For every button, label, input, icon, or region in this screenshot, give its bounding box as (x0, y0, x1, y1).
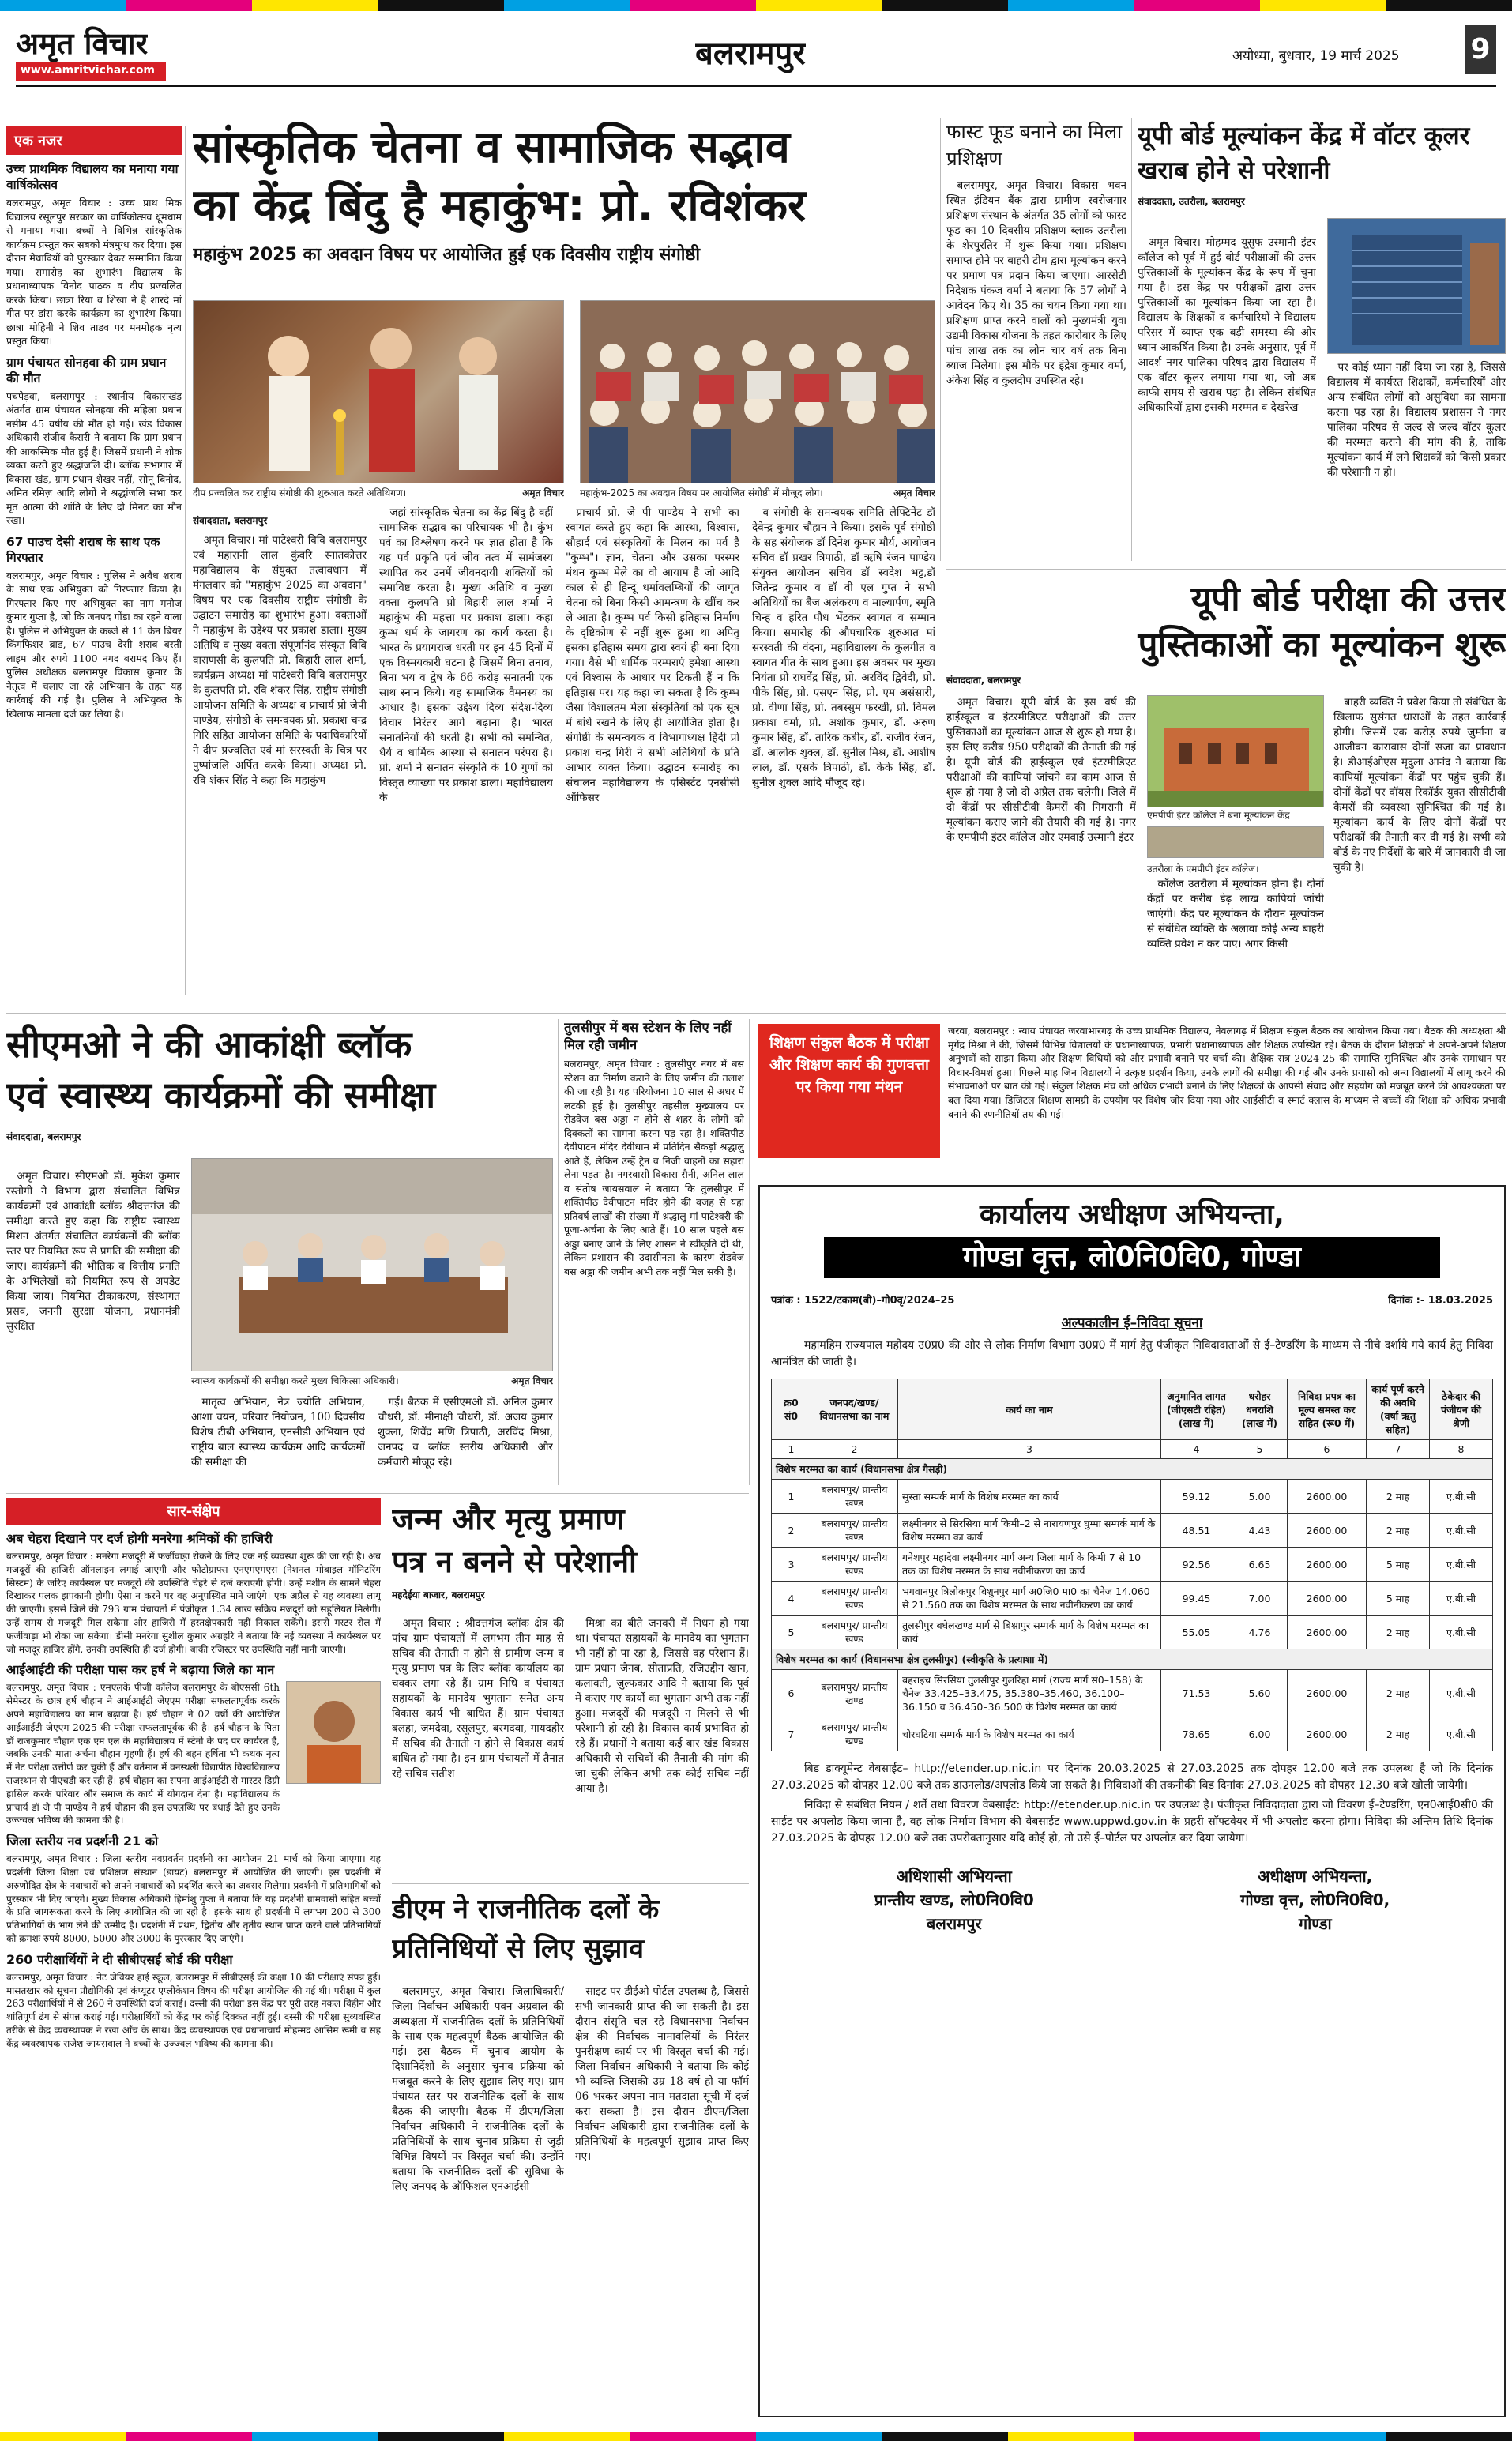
tender-cell-class: ए.बी.सी (1430, 1717, 1493, 1751)
tender-cell-sn: 6 (772, 1670, 811, 1717)
water-cooler-story (1138, 118, 1506, 561)
body-text: अमृत विचार। मोहम्मद यूसुफ उस्मानी इंटर कॉलेज को पूर्व में हुई बोर्ड परीक्षाओं की उत्तर पुस्तिकाओं के मूल्यांकन केंद्र के रूप में चुना गया है। इस केंद्र पर परीक्षकों द्वारा उत्तर पुस्तिकाओं का मूल्यांकन किया जा रहा है। विद्यालय के शिक्षकों व कर्मचारियों ने विद्यालय परिसर में व्याप्त एक बड़ी समस्या की ओर ध्यान आकर्षित किया है। उनके अनुसार, पूर्व में आदर्श नगर पालिका परिषद द्वारा विद्यालय में एक वॉटर कूलर लगाया गया था, जो अब काफी समय से खराब पड़ा है। लेकिन संबंधित अधिकारियों द्वारा इसकी मरम्मत व देखरेख (1138, 236, 1316, 414)
tender-signatures (771, 1864, 1493, 1935)
tender-cell-class: ए.बी.सी (1430, 1616, 1493, 1649)
janm-mrityu-story (392, 1498, 749, 1877)
ek-nazar-item (6, 355, 182, 528)
tender-cell-cost: 78.65 (1161, 1717, 1232, 1751)
photo-water-cooler-illustration (1328, 219, 1506, 354)
byline: संवाददाता, उतरौला, बलरामपुर (1138, 196, 1245, 207)
signature-line: गोण्डा वृत्त, लो0नि0वि0, (1240, 1890, 1390, 1909)
story-headline-line2: एवं स्वास्थ्य कार्यक्रमों की समीक्षा (6, 1074, 436, 1116)
body-text: व संगोष्ठी के समन्वयक समिति लेफ्टिनेंट डॉ देवेन्द्र कुमार चौहान ने किया। इसके पूर्व संगोष्ठी के सह संयोजक डॉ दिनेश कुमार मौर्य, आयोजन सचिव डॉ प्रखर त्रिपाठी, डॉ ऋषि रंजन पाण्डेय संयुक्त आयोजन सचिव डॉ स्वदेश भट्ट,डॉ जितेन्द्र कुमार व डॉ वी एल गुप्त ने सभी अतिथियों का बैज अलंकरण व माल्यार्पण, स्मृति चिन्ह व हरित पौध भेंटकर स्वागत व सम्मान किया। समारोह की औपचारिक शुरुआत मां सरस्वती की वंदना, महाविद्यालय के कुलगीत व स्वागत गीत के साथ हुआ। इस अवसर पर मुख्य नियंता प्रो राघवेंद्र सिंह, प्रो. अरविंद द्विवेदी, प्रो. पीके सिंह, प्रो. एसएन सिंह, प्रो. एम असंसारी, प्रो. वीणा सिंह, प्रो. तबस्सुम फरखी, प्रो. विमल प्रकाश वर्मा, प्रो. अशोक कुमार, डॉ. अरुण कुमार सिंह, डॉ. तारिक कबीर, डॉ. राजीव रंजन, डॉ. आलोक शुक्ल, डॉ. सुनील मिश्र, डॉ. आशीष लाल, डॉ. एसके त्रिपाठी, डॉ. केके सिंह, डॉ. सुनील शुक्ल आदि मौजूद रहे। (752, 506, 935, 789)
story-headline-line1: डीएम ने राजनीतिक दलों के (392, 1894, 660, 1925)
body-text: अमृत विचार। सीएमओ डॉ. मुकेश कुमार रस्तोगी ने विभाग द्वारा संचालित विभिन्न कार्यक्रमों एवं आकांक्षी ब्लॉक श्रीदत्तगंज की समीक्षा करते हुए कहा कि राष्ट्रीय स्वास्थ्य मिशन अंतर्गत संचालित कार्यक्रमों की ब्लॉक स्तर पर नियमित रूप से प्रगति की समीक्षा की जाए। कार्यक्रमों की भौतिक व वित्तीय प्रगति के अभिलेखों को नियमित रूप से अपडेट किया जाय। नियमित टीकाकरण, संस्थागत प्रसव, जननी सुरक्षा योजना, प्रधानमंत्री सुरक्षित (6, 1170, 180, 1333)
col-number: 8 (1430, 1440, 1493, 1459)
lead-column-1 (193, 513, 367, 845)
mahakumbh-story (193, 118, 935, 1011)
caption-text: महाकुंभ-2025 का अवदान विषय पर आयोजित संगोष्ठी में मौजूद लोग। (580, 487, 823, 498)
tender-cell-cost: 92.56 (1161, 1548, 1232, 1582)
photo-caption: उतरौला के एमपीपी इंटर कॉलेज। (1147, 863, 1259, 875)
tender-cell-emd: 7.00 (1232, 1582, 1288, 1616)
body-text: अमृत विचार : श्रीदत्तगंज ब्लॉक क्षेत्र की पांच ग्राम पंचायतों में लगभग तीन माह से सचिव की तैनाती न होने से ग्रामीण जन्म व मृत्यु प्रमाण पत्र के लिए ब्लॉक कार्यालय का चक्कर लगा रहे हैं। ग्राम निधि व पंचायत सहायकों के मानदेय भुगतान समेत अन्य विकास कार्य भी बाधित हैं। ग्राम पंचायत बलहा, जमदेवा, रसूलपुर, बरगदवा, गायदहीर में सचिव की तैनाती न होने से विकास कार्य बाधित हो गया है। इन ग्राम पंचायतों में तैनात रहे सचिव सतीश (392, 1617, 564, 1780)
tender-cell-emd: 5.60 (1232, 1670, 1288, 1717)
brief-headline: अब चेहरा दिखाने पर दर्ज होगी मनरेगा श्रमिकों की हाजिरी (6, 1531, 273, 1546)
tender-cell-fee: 2600.00 (1288, 1717, 1367, 1751)
photo-lamp-lighting (193, 300, 564, 483)
tender-row (772, 1548, 1493, 1582)
photo-evaluation-centre (1147, 695, 1324, 807)
tender-cell-sn: 1 (772, 1480, 811, 1514)
story-body (392, 1984, 564, 2411)
story-body (1138, 235, 1316, 559)
section-label: विशेष मरम्मत का कार्य (विधानसभा क्षेत्र गैसड़ी) (772, 1459, 1493, 1480)
photo-credit: अमृत विचार (511, 1375, 553, 1386)
col-number: 5 (1232, 1440, 1288, 1459)
saar-item (6, 1531, 381, 1656)
byline: संवाददाता, बलरामपुर (946, 675, 1021, 686)
tender-cell-class: ए.बी.सी (1430, 1582, 1493, 1616)
story-headline: यूपी बोर्ड मूल्यांकन केंद्र में वॉटर कूलर खराब होने से परेशानी (1138, 122, 1470, 185)
tender-notice (758, 1185, 1506, 2417)
photo-seminar-audience-illustration (581, 301, 935, 483)
tender-section-row (772, 1649, 1493, 1670)
header-cell: धरोहर धनराशि (लाख में) (1232, 1379, 1288, 1440)
story-body (1327, 360, 1506, 558)
fast-food-story (946, 118, 1126, 561)
tender-cell-fee: 2600.00 (1288, 1670, 1367, 1717)
story-body (392, 1616, 564, 1877)
lead-column-2 (379, 506, 553, 845)
lead-column-4 (752, 506, 935, 845)
tender-cell-work: चोरघटिया सम्पर्क मार्ग के विशेष मरम्मत का कार्य (898, 1717, 1161, 1751)
tender-cell-work: बहराइच सिरसिया तुलसीपुर गुलरिहा मार्ग (राज्य मार्ग सं0–158) के चैनेज 33.425–33.475, 35.380–35.460, 36.100–36.150 व 36.450–36.500 के विशेष मरम्मत का कार्य (898, 1670, 1161, 1717)
tender-cell-class: ए.बी.सी (1430, 1480, 1493, 1514)
tender-cell-period: 2 माह (1367, 1514, 1430, 1548)
body-text: बलरामपुर, अमृत विचार। जिलाधिकारी/जिला निर्वाचन अधिकारी पवन अग्रवाल की अध्यक्षता में राजनीतिक दलों के प्रतिनिधियों के साथ एक महत्वपूर्ण बैठक आयोजित की गई। इस बैठक में चुनाव आयोग के दिशानिर्देशों के अनुसार चुनाव प्रक्रिया को मजबूत करने के लिए सुझाव लिए गए। ग्राम पंचायत स्तर पर राजनीतिक दलों के साथ बैठक की जाएगी। बैठक में डीएम/जिला निर्वाचन अधिकारी ने राजनीतिक दलों के प्रतिनिधियों के साथ चुनाव प्रक्रिया से जुड़ी विभिन्न विषयों पर विस्तृत चर्चा की। उन्होंने बताया कि राजनीतिक दलों की सुविधा के लिए जनपद के ऑफिशल एनआईसी (392, 1985, 564, 2193)
tender-notice-title: अल्पकालीन ई–निविदा सूचना (1061, 1315, 1203, 1331)
body-text: प्राचार्य प्रो. जे पी पाण्डेय ने सभी का स्वागत करते हुए कहा कि आस्था, विश्वास, सौहार्द एवं संस्कृतियों के मिलन का पर्व है "कुम्भ"। ज्ञान, चेतना और उसका परस्पर मंथन कुम्भ मेले का वो आयाम है जो आदि काल से ही हिन्दू धर्मावलम्बियों की जागृत चेतना को बिना किसी आमन्त्रण के खींच कर ले आता है। कुम्भ पर्व किसी इतिहास निर्माण के दृष्टिकोण से नहीं शुरू हुआ था अपितु इसका इतिहास समय द्वारा स्वयं ही बना दिया गया। वैसे भी धार्मिक परम्पराएं हमेशा आस्था एवं विश्वास के आधार पर टिकती हैं न कि इतिहास पर। यह कहा जा सकता है कि कुम्भ जैसा विशालतम मेला संस्कृतियों को एक सूत्र में बांधे रखने के लिए ही आयोजित होता है। संगोष्ठी के समन्वयक व विभागाध्यक्ष हिंदी प्रो प्रकाश चन्द्र गिरी ने सभी अतिथियों के प्रति आभार व्यक्त किया। उद्घाटन समारोह का संचालन महाविद्यालय के एसिस्टेंट एनसीसी ऑफिसर (566, 506, 739, 804)
shiksha-story-body: जरवा, बलरामपुर : न्याय पंचायत जरवाभारगढ़ के उच्च प्राथमिक विद्यालय, नेवलागढ़ में शिक्षण संकुल बैठक का आयोजन किया गया। बैठक की अध्यक्षता श्री मृगेंद्र मिश्रा ने की, जिसमें विभिन्न विद्यालयों के प्रधानाध्यापक, प्रभारी प्रधानाध्यापक और शिक्षक उपस्थित रहे। बैठक के दौरान शिक्षकों ने अपने-अपने शिक्षण अनुभवों को साझा किया और शिक्षण विधियों को और प्रभावी बनाने पर चर्चा की। शैक्षिक सत्र 2024-25 की समाप्ति सुनिश्चित और उनके समाधान पर विचार-विमर्श हुआ। पिछले माह जिन विद्यालयों ने उत्कृष्ट प्रदर्शन किया, उनके लागों की समीक्षा की गई और उनके प्रयासों को अन्य विद्यालयों में लागू करने की संभावनाओं पर बात की गई। संकुल शिक्षक मंच को अधिक प्रभावी बनाने के लिए शिक्षकों के आपसी संवाद और सहयोग को मजबूत करने की आवश्यकता पर बल दिया गया। डिजिटल शिक्षण सामग्री के उपयोग पर विशेष जोर दिया गया और आईसीटी व स्मार्ट क्लास के माध्यम से बच्चों की शिक्षा को अधिक प्रभावी बनाने की रणनीतियों तय की गई। (948, 1025, 1506, 1120)
tender-table-col-numbers (772, 1440, 1493, 1459)
body-text: मिश्रा का बीते जनवरी में निधन हो गया था। पंचायत सहायकों के मानदेय का भुगतान भी नहीं हो पा रहा है, जिससे वह परेशान हैं। ग्राम प्रधान जैनब, सीताप्रति, रजिउद्दीन खान, कलावती, जुल्फकार आदि ने बताया कि पूर्व में कराए गए कार्यों का भुगतान अभी तक नहीं हुआ। मजदूरों की मजदूरी न मिलने से भी परेशानी हो रही है। विकास कार्य प्रभावित हो रहे हैं। प्रधानों ने बताया कई बार खंड विकास अधिकारी से सचिवों की तैनाती की मांग की जा चुकी लेकिन अभी तक कोई सचिव नहीं आया है। (575, 1617, 749, 1795)
brief-headline: आईआईटी की परीक्षा पास कर हर्ष ने बढ़ाया जिले का मान (6, 1662, 275, 1678)
story-body (1147, 863, 1324, 1005)
brief-headline: 67 पाउच देसी शराब के साथ एक गिरफ्तार (6, 534, 160, 565)
photo-evaluation-centre-illustration (1148, 696, 1324, 807)
photo-credit: अमृत विचार (893, 487, 935, 498)
saar-label: सार-संक्षेप (6, 1498, 381, 1525)
brief-body: पचपेड़वा, बलरामपुर : स्थानीय विकासखंड अंतर्गत ग्राम पंचायत सोनहवा की महिला प्रधान नसीम 45 वर्षीय की मौत हो गई। खंड विकास अधिकारी संजीव कैसरी ने बताया कि ग्राम प्रधान की आकस्मिक मौत हुई है। जिसमें प्रधानी ने शोक व्यक्त करते हुए श्रद्धांजलि दी। ब्लॉक सभागार में विकास खंड, ग्राम प्रधान शेखर नहीं, सोनू बिनोद, अमित रमिज़ आदि लोगों ने श्रद्धांजलि सभा कर मृत आत्मा की शांति के लिए दो मिनट का मौन रखा। (6, 389, 182, 526)
tender-row (772, 1480, 1493, 1514)
brief-headline: 260 परीक्षार्थियों ने दी सीबीएसई बोर्ड की परीक्षा (6, 1951, 233, 1967)
tender-cell-fee: 2600.00 (1288, 1548, 1367, 1582)
brief-headline: ग्राम पंचायत सोनहवा की ग्राम प्रधान की मौत (6, 355, 167, 386)
registration-color-strip-top (0, 0, 1512, 11)
body-text: गई। बैठक में एसीएमओ डॉ. अनिल कुमार चौधरी, डॉ. मीनाक्षी चौधरी, डॉ. अजय कुमार शुक्ला, शिवेंद्र मणि त्रिपाठी, अरविंद मिश्रा, जनपद व ब्लॉक स्तरीय अधिकारी और कर्मचारी मौजूद रहे। (378, 1396, 553, 1469)
tender-cell-fee: 2600.00 (1288, 1616, 1367, 1649)
saar-item (6, 1952, 381, 2051)
tender-cell-cost: 59.12 (1161, 1480, 1232, 1514)
story-body (575, 1616, 749, 1877)
header-cell: ठेकेदार की पंजीयन की श्रेणी (1430, 1379, 1493, 1440)
tender-cell-emd: 6.65 (1232, 1548, 1288, 1582)
signature-line: गोण्डा (1298, 1914, 1332, 1933)
tender-cell-emd: 4.76 (1232, 1616, 1288, 1649)
lead-column-3 (566, 506, 739, 845)
tender-cell-dist: बलरामपुर/ प्रान्तीय खण्ड (811, 1548, 898, 1582)
masthead-site: www.amritvichar.com (16, 62, 166, 81)
tender-cell-class: ए.बी.सी (1430, 1514, 1493, 1548)
signature-line: प्रान्तीय खण्ड, लो0नि0वि0 (874, 1890, 1034, 1909)
tender-cell-sn: 4 (772, 1582, 811, 1616)
photo-water-cooler (1327, 218, 1506, 354)
tender-cell-work: तुलसीपुर बघेलखण्ड मार्ग से बिश्नापुर सम्पर्क मार्ग के विशेष मरम्मत का कार्य (898, 1616, 1161, 1649)
brief-body: बलरामपुर, अमृत विचार : उच्च प्राथ मिक विद्यालय रसूलपुर सरकार का वार्षिकोत्सव धूमधाम से मनाया गया। बच्चों ने विभिन्न सांस्कृतिक कार्यक्रम प्रस्तुत कर सबको मंत्रमुग्ध कर दिया। इस दौरान मेधावियों को पुरस्कार देकर सम्मानित किया गया। समारोह का शुभारंभ विद्यालय के प्रधानाध्यापक विनोद पाठक व दीप प्रज्वलित करके किया। छात्रा रिया व शिखा ने है शारदे मां गीत पर डांस करके कार्यक्रम का शुभारंभ किया। छात्रा मोहिनी ने शिव ताडव पर मनमोहक नृत्य प्रस्तुत किया। (6, 197, 182, 347)
story-headline-line1: जन्म और मृत्यु प्रमाण (392, 1502, 625, 1537)
section-title: बलरामपुर (695, 36, 806, 72)
story-headline: तुलसीपुर में बस स्टेशन के लिए नहीं मिल रही जमीन (564, 1020, 732, 1052)
section-label: विशेष मरम्मत का कार्य (विधानसभा क्षेत्र तुलसीपुर) (स्वीकृति के प्रत्याशा में) (772, 1649, 1493, 1670)
tender-cell-fee: 2600.00 (1288, 1480, 1367, 1514)
tender-cell-emd: 5.00 (1232, 1480, 1288, 1514)
body-text: मातृत्व अभियान, नेत्र ज्योति अभियान, आशा चयन, परिवार नियोजन, 100 दिवसीय विशेष टीबी अभियान, एनसीडी अभियान एवं राष्ट्रीय बाल स्वास्थ्य कार्यक्रम आदि कार्यक्रमों की समीक्षा की (191, 1396, 365, 1469)
tender-cell-dist: बलरामपुर/ प्रान्तीय खण्ड (811, 1670, 898, 1717)
photo-caption: एमपीपी इंटर कॉलेज में बना मूल्यांकन केंद्र (1147, 810, 1290, 821)
saar-item (6, 1834, 381, 1946)
tender-section-row (772, 1459, 1493, 1480)
brief-body: बलरामपुर, अमृत विचार : एमएलके पीजी कॉलेज बलरामपुर के बीएससी 6th सेमेस्टर के छात्र हर्ष चौहान ने आईआईटी जेएएम परीक्षा सफलतापूर्वक करके अपने महाविद्यालय का मान बढ़ाया है। हर्ष चौहान ने 02 वर्ष्रों की आयोजित आईआईटी जेएएम 2025 की परीक्षा सफलतापूर्वक की है। हर्ष चौहान के पिता डॉ राजकुमार चौहान एक एम एल के महाविद्यालय में स्टेनो के पद पर कार्यरत हैं, जबकि उनकी माता अर्चना चौहान गृहणी हैं। हर्ष की बहन हर्षिता भी कथक नृत्य में नेट परीक्षा उत्तीर्ण कर चुकी हैं और वर्तमान में वनस्थली विद्यापीठ विश्वविद्यालय राजस्थान से पीएचडी कर रही हैं। हर्ष चौहान का सपना आईआईटी से मास्टर डिग्री हासिल करके परिवार और समाज के कार्य में योगदान देना है। महाविद्यालय के प्राचार्य डॉ जे पी पाण्डेय ने हर्ष चौहान की इस उपलब्धि पर बधाई देते हुए उनके उज्ज्वल भविष्य की कामना की है। (6, 1682, 280, 1826)
page-number: 9 (1465, 25, 1496, 74)
tender-cell-work: लक्ष्मीनगर से सिरसिया मार्ग किमी–2 से नारायणपुर घुम्मा सम्पर्क मार्ग के विशेष मरम्मत का कार्य (898, 1514, 1161, 1548)
caption-text: स्वास्थ्य कार्यक्रमों की समीक्षा करते मुख्य चिकित्सा अधिकारी। (191, 1375, 399, 1386)
photo-harsh-chauhan (286, 1681, 381, 1784)
body-text: साइट पर डीईओ पोर्टल उपलब्ध है, जिससे सभी जानकारी प्राप्त की जा सकती है। इस दौरान संसृति चल रहे विधानसभा निर्वाचन क्षेत्र की निर्वाचक नामावलियों के निरंतर पुनरीक्षण कार्य पर भी विस्तृत चर्चा की गई। जिला निर्वाचन अधिकारी ने बताया कि कोई भी व्यक्ति जिसकी उम्र 18 वर्ष हो या फॉर्म 06 भरकर अपना नाम मतदाता सूची में दर्ज करा सकता है। इस दौरान डीएम/जिला निर्वाचन अधिकारी द्वारा राजनीतिक दलों के प्रतिनिधियों के महत्वपूर्ण सुझाव प्राप्त किए गए। (575, 1985, 749, 2163)
story-body (946, 695, 1136, 1003)
header-cell: जनपद/खण्ड/विधानसभा का नाम (811, 1379, 898, 1440)
tender-cell-period: 2 माह (1367, 1616, 1430, 1649)
lead-subhead: महाकुंभ 2025 का अवदान विषय पर आयोजित हुई एक दिवसीय राष्ट्रीय संगोष्ठी (193, 245, 701, 265)
body-text: कॉलेज उतरौला में मूल्यांकन होना है। दोनों केंद्रों पर करीब डेढ़ लाख कापियां जांची जाएंगी। केंद्र पर मूल्यांकन के दौरान मूल्यांकन से संबंधित व्यक्ति के अलावा कोई अन्य बाहरी व्यक्ति प्रवेश न कर पाए। अगर किसी (1147, 878, 1324, 950)
header-cell: निविदा प्रपत्र का मूल्य समस्त कर सहित (रू0 में) (1288, 1379, 1367, 1440)
tender-table-header (772, 1379, 1493, 1440)
story-headline-line2: प्रतिनिधियों से लिए सुझाव (392, 1933, 645, 1965)
ek-nazar-column (6, 126, 182, 995)
brief-body: बलरामपुर, अमृत विचार : जिला स्तरीय नवप्रवर्तन प्रदर्शनी का आयोजन 21 मार्च को किया जाएगा। यह प्रदर्शनी जिला शिक्षा एवं प्रशिक्षण संस्थान (डायट) बलरामपुर में आयोजित की जाएगी। इस प्रदर्शनी में अरुणोदित क्षेत्र के नवाचारों को अपने नवाचारों को प्रदर्शित करने का अवसर मिलेगा। प्रदर्शनी में प्रतिभागियों को पुरस्कार भी दिए जाएंगे। मुख्य विकास अधिकारी हिमांशु गुप्ता ने बताया कि यह प्रदर्शनी ग्रामवासी सहित बच्चों के प्रति जागरूकता करने के लिए आयोजित की जा रही है। इसके साथ ही प्रदर्शनी में लगभग 200 से 300 प्रतिभागियों के भाग लेने की उम्मीद है। प्रदर्शनी में प्रथम, द्वितीय और तृतीय स्थान प्राप्त करने वाले प्रतिभागियों को क्रमशः रुपये 8000, 5000 और 3000 के पुरस्कार दिए जाएंगे। (6, 1853, 381, 1944)
col-number: 3 (898, 1440, 1161, 1459)
body-text: बाहरी व्यक्ति ने प्रवेश किया तो संबंधित के खिलाफ सुसंगत धाराओं के तहत कार्रवाई होगी। जिसमें एक करोड़ रुपये जुर्माना व आजीवन कारावास दोनों सजा का प्रावधान है। डीआईओएस मृदुला आनंद ने बताया कि कापियों मूल्यांकन केंद्रों पर पहुंच चुकी हैं। दोनों केंद्रों पर वॉयस रिकॉर्डर युक्त सीसीटीवी कैमरों की व्यवस्था सुनिश्चित की गई है। मूल्यांकन कार्य के लिए दोनों केंद्रों पर परीक्षकों की तैनाती कर दी गई है। सभी को बोर्ड के नए निर्देशों के बारे में जानकारी दी जा चुकी है। (1333, 696, 1506, 874)
lead-headline-line1: सांस्कृतिक चेतना व सामाजिक सद्भाव (193, 122, 790, 173)
story-headline: फास्ट फूड बनाने का मिला प्रशिक्षण (946, 121, 1123, 170)
lead-headline-line2: का केंद्र बिंदु है महाकुंभ: प्रो. रविशंकर (193, 180, 806, 231)
tender-cell-dist: बलरामपुर/ प्रान्तीय खण्ड (811, 1480, 898, 1514)
dm-story (392, 1890, 749, 2411)
photo-caption (191, 1375, 553, 1387)
tender-row (772, 1514, 1493, 1548)
tender-cell-emd: 4.43 (1232, 1514, 1288, 1548)
story-headline-line2: पत्र न बनने से परेशानी (392, 1544, 637, 1579)
tulsipur-story (564, 1019, 744, 1485)
tender-cell-cost: 71.53 (1161, 1670, 1232, 1717)
tender-cell-dist: बलरामपुर/ प्रान्तीय खण्ड (811, 1616, 898, 1649)
story-body (378, 1395, 553, 1482)
body-text: अमृत विचार। यूपी बोर्ड के इस वर्ष की हाईस्कूल व इंटरमीडिएट परीक्षाओं की उत्तर पुस्तिकाओं का मूल्यांकन आज से शुरू हो गया है। इस लिए करीब 950 परीक्षकों की तैनाती की गई है। यूपी बोर्ड की हाईस्कूल एवं इंटरमीडिएट परीक्षाओं की कापियां जांचने का काम आज से शुरू हो गया है जो दो अप्रैल तक चलेगी। जिले में दो केंद्रों पर सीसीटीवी कैमरों की निगरानी में मूल्यांकन कराए जाने की तैयारी की गई है। नगर के एमपीपी इंटर कॉलेज और एमवाई उस्मानी इंटर (946, 696, 1136, 844)
tender-title-line1: कार्यालय अधीक्षण अभियन्ता, (980, 1198, 1284, 1231)
tender-cell-dist: बलरामपुर/ प्रान्तीय खण्ड (811, 1514, 898, 1548)
brief-body: बलरामपुर, अमृत विचार : पुलिस ने अवैध शराब के साथ एक अभियुक्त को गिरफ्तार किया है। गिरफ्तार किए गए अभियुक्त का नाम मनोज कुमार गुप्ता है, जो कि जनपद गोंडा का रहने वाला है। पुलिस ने अभियुक्त के कब्जे से 11 केन बियर किंगफिशर ब्राड, 67 पाउच देसी शराब बस्ती लाइम और रुपये 1100 नगद बरामद किए हैं। पुलिस अधीक्षक बलरामपुर विकास कुमार के नेतृत्व में चलाए जा रहे अभियान के तहत यह कार्रवाई की गई है। पुलिस ने अभियुक्त के खिलाफ मामला दर्ज कर लिया है। (6, 569, 182, 720)
col-number: 4 (1161, 1440, 1232, 1459)
tender-cell-period: 2 माह (1367, 1670, 1430, 1717)
tender-row (772, 1616, 1493, 1649)
tender-date: दिनांक :- 18.03.2025 (1388, 1295, 1493, 1307)
photo-seminar-audience (580, 300, 935, 483)
signature-block-superintending (1240, 1864, 1390, 1935)
brief-headline: जिला स्तरीय नव प्रदर्शनी 21 को (6, 1834, 159, 1849)
brief-with-photo (6, 1681, 381, 1827)
header-cell: कार्य का नाम (898, 1379, 1161, 1440)
boxed-headline: शिक्षण संकुल बैठक में परीक्षा और शिक्षण कार्य की गुणवत्ता पर किया गया मंथन (758, 1024, 940, 1158)
saar-sankshep-column (6, 1498, 381, 2414)
body-text: जहां सांस्कृतिक चेतना का केंद्र बिंदु है वहीं सामाजिक सद्भाव का परिचायक भी है। कुंभ पर्व का विश्लेषण करने पर ज्ञात होता है कि यह पर्व प्रकृति एवं जीव तत्व में सामंजस्य स्थापित कर उनमें जीवनदायी शक्तियों को समाविष्ट करता है। मुख्य अतिथि व मुख्य वक्ता कुलपति प्रो बिहारी लाल शर्मा ने महाकुंभ की महत्ता पर प्रकाश डाला। कहा कुम्भ धर्म के जागरण का कार्य करता है। भारत के प्रयागराज धरती पर इन 45 दिनों में एक विस्मयकारी घटना है जिसमें बिना तनाव, बिना भय व द्वेष के 66 करोड़ सनातनी एक साथ स्नान किये। यह सामाजिक वैमनस्य का आधार है। इसका उद्देश्य दिव्य संदेश-दिव्य विचार निरंतर आगे बढ़ाना है। भारत सनातनियों की धरती है। सभी को समन्वित, धैर्य व धार्मिक आस्था से सनातन परंपरा है। प्रो. शर्मा ने सनातन संस्कृति के 10 गुणों को विस्तृत व्याख्या पर प्रकाश डाला। महाविद्यालय के (379, 506, 553, 804)
photo-caption (193, 487, 564, 499)
photo-cmo-meeting (191, 1158, 553, 1371)
tender-row (772, 1717, 1493, 1751)
tender-cell-dist: बलरामपुर/ प्रान्तीय खण्ड (811, 1717, 898, 1751)
body-text: अमृत विचार। मां पाटेश्वरी विवि बलरामपुर एवं महारानी लाल कुंवरि स्नातकोत्तर महाविद्यालय के संयुक्त तत्वावधान में मंगलवार को "महाकुंभ 2025 का अवदान" विषय पर एक दिवसीय राष्ट्रीय संगोष्ठी के उद्घाटन समारोह का शुभारंभ हुआ। वक्ताओं ने महाकुंभ के उद्देश्य पर प्रकाश डाला। मुख्य अतिथि व मुख्य वक्ता संपूर्णानंद संस्कृत विवि वाराणसी के कुलपति प्रो. बिहारी लाल शर्मा, कार्यक्रम अध्यक्ष मां पाटेश्वरी विवि बलरामपुर के कुलपति प्रो. रवि शंकर सिंह, राष्ट्रीय संगोष्ठी आयोजन समिति के अध्यक्ष व प्राचार्य प्रो जेपी पाण्डेय, संगोष्ठी के समन्वयक प्रो. प्रकाश चन्द्र गिरि सहित आयोजन समिति के पदाधिकारियों ने दीप प्रज्वलित एवं मां सरस्वती के चित्र पर पुष्पांजलि अर्पित करके किया। अध्यक्ष प्रो. रवि शंकर सिंह ने कहा कि महाकुंभ (193, 534, 367, 787)
photo-college-building (1147, 826, 1324, 858)
tender-cell-cost: 48.51 (1161, 1514, 1232, 1548)
tender-cell-fee: 2600.00 (1288, 1582, 1367, 1616)
up-board-story (946, 577, 1506, 1011)
story-body (6, 1169, 180, 1477)
brief-body: बलरामपुर, अमृत विचार : मनरेगा मजदूरी में फर्जीवाड़ा रोकने के लिए एक नई व्यवस्था शुरू की जा रही है। अब मजदूरों की हाजिरी ऑनलाइन लगाई जाएगी और फोटोग्राफ्स एनएमएमएस (नेशनल मोबाइल मॉनिटरिंग सिस्टम) के जरिए कार्यस्थल पर मजदूरों की उपस्थिति चेहरे से दर्ज कराएगी होगी। उन्हें मशीन के सामने चेहरा दिखाकर पलक झपकानी होगी। ऐसा न करने पर वह अनुपस्थित माने जाएंगे। एक अप्रैल से यह व्यवस्था लागू की जाएगी। इससे जिले की 793 ग्राम पंचायतों में पंजीकृत 1.34 लाख सक्रिय मजदूरों को सहूलियत मिलेगी। उन्हें समय से मजदूरी मिल सकेगा और हाजिरी में हस्तक्षेपकारी नहीं निकाल सकेंगे। इससे मस्टर रोल में फर्जीवाड़ा भी रोका जा सकेगा। डीसी मनरेगा सुशील कुमार अग्रहरि ने बताया कि नई व्यवस्था में कार्यस्थल पर जो मजदूर हाजिर होंगे, उनकी उपस्थिति ही दर्ज होगी। बाकी रजिस्टर पर उपस्थिति नहीं मानी जाएगी। (6, 1551, 381, 1655)
tender-cell-class: ए.बी.सी (1430, 1548, 1493, 1582)
header-cell: क्र0 सं0 (772, 1379, 811, 1440)
byline: संवाददाता, बलरामपुर (193, 515, 268, 526)
brief-headline: उच्च प्राथमिक विद्यालय का मनाया गया वार्षिकोत्सव (6, 162, 179, 192)
tender-cell-work: भगवानपुर त्रिलोकपुर बिशुनपुर मार्ग अ0जि0 मा0 का चैनेज 14.060 से 21.560 तक का विशेष मरम्मत के साथ नवीनीकरण का कार्य (898, 1582, 1161, 1616)
ek-nazar-label: एक नजर (6, 126, 182, 155)
story-headline-line1: यूपी बोर्ड परीक्षा की उत्तर (1190, 579, 1506, 619)
caption-text: दीप प्रज्वलित कर राष्ट्रीय संगोष्ठी की शुरुआत करते अतिथिगण। (193, 487, 407, 498)
ek-nazar-item (6, 161, 182, 348)
tender-cell-sn: 3 (772, 1548, 811, 1582)
signature-line: अधिशासी अभियन्ता (896, 1867, 1012, 1886)
tender-row (772, 1670, 1493, 1717)
tender-table (771, 1379, 1493, 1751)
col-number: 7 (1367, 1440, 1430, 1459)
story-body (946, 179, 1126, 389)
tender-cell-cost: 55.05 (1161, 1616, 1232, 1649)
photo-caption (580, 487, 935, 499)
tender-ref-row (771, 1292, 1493, 1307)
signature-block-executive (874, 1864, 1034, 1935)
registration-color-strip-bottom (0, 2432, 1512, 2441)
story-body (1333, 695, 1506, 1003)
tender-footer-2: निविदा से संबंधित नियम / शर्तें तथा विवरण वेबसाईट: http://etender.up.nic.in पर उपलब्ध है। पंजीकृत निविदादाता द्वारा जो विवरण ई–टेण्डरिंग, एन0आई0सी0 की साईट पर अपलोड किया जाना है, वह लोक निर्माण विभाग की वेबसाईट www.uppwd.gov.in के प्रहरी सॉफ्टवेयर में भी अपलोड करना होगा। निविदा की अन्तिम तिथि दिनांक 27.03.2025 के दोपहर 12.00 बजे तक उपरोक्तानुसार यदि कोई हो, तो उसे ई–पोर्टल पर अपलोड कर दिया जायेगा। (771, 1799, 1493, 1845)
tender-cell-sn: 2 (772, 1514, 811, 1548)
tender-cell-period: 2 माह (1367, 1480, 1430, 1514)
tender-ref-number: पत्रांक : 1522/टकाम(बी)–गो0वृ/2024–25 (771, 1295, 955, 1307)
col-number: 1 (772, 1440, 811, 1459)
col-number: 6 (1288, 1440, 1367, 1459)
saar-item (6, 1662, 381, 1827)
story-body (191, 1395, 365, 1482)
tender-cell-period: 2 माह (1367, 1717, 1430, 1751)
tender-cell-sn: 7 (772, 1717, 811, 1751)
story-body (575, 1984, 749, 2411)
tender-cell-dist: बलरामपुर/ प्रान्तीय खण्ड (811, 1582, 898, 1616)
tender-cell-work: गनेशपुर महादेवा लक्ष्मीनगर मार्ग अन्य जिला मार्ग के किमी 7 से 10 तक का विशेष मरम्मत के साथ नवीनीकरण का कार्य (898, 1548, 1161, 1582)
tender-title-line2: गोण्डा वृत्त, लो0नि0वि0, गोण्डा (824, 1237, 1440, 1278)
brief-body: बलरामपुर, अमृत विचार : नेट जेवियर हाई स्कूल, बलरामपुर में सीबीएसई की कक्षा 10 की परीक्षाएं संपन्न हुई। मासतखार को सूचना प्रौद्योगिकी एवं कंप्यूटर एप्लीकेशन विषय की परीक्षा आयोजित की गई थी। परीक्षा में कुल 263 परीक्षार्थियों में से 260 ने उपस्थिति दर्ज कराई। दस्सी की परीक्षा इस केंद्र पर पूरी तरह नकल विहीन और शांतिपूर्ण ढंग से संपन्न कराई गई। परीक्षार्थियों को केंद्र पर कोई दिक्कत नहीं हुई। दस्सी की परीक्षा सुव्यवस्थित तरीके से केंद्र व्यवस्थापक ने रखा आँच के साथ। केंद्र व्यवस्थापक एवं प्रधानाचार्य मोहम्मद आसिम रूमी व सह केंद्र व्यवस्थापक राजेश जायसवाल ने बच्चों के उज्ज्वल भविष्य की कामना की। (6, 1971, 381, 2049)
tender-footer-1: बिड डाक्यूमेन्ट वेबसाईट– http://etender.up.nic.in पर दिनांक 20.03.2025 से 27.03.2025 तक दोपहर 12.00 बजे तक उपलब्ध है जो कि दिनांक 27.03.2025 को दोपहर 12.00 बजे तक डाउनलोड/अपलोड किये जा सकते है। निविदाओं की तकनीकी बिड दिनांक 27.03.2025 को दोपहर 12.30 बजे खोली जायेगी। (771, 1762, 1493, 1792)
tender-row (772, 1582, 1493, 1616)
tender-cell-period: 5 माह (1367, 1582, 1430, 1616)
byline: संवाददाता, बलरामपुर (6, 1131, 81, 1142)
story-body: बलरामपुर, अमृत विचार : तुलसीपुर नगर में बस स्टेशन का निर्माण कराने के लिए जमीन की तलाश की जा रही है। यह परियोजना 10 साल से अधर में लटकी हुई है। तुलसीपुर तहसील मुख्यालय पर रोडवेज बस अड्डा न होने से शहर के लोगों को दिक्कतों का सामना करना पड़ रहा है। शक्तिपीठ देवीपाटन मंदिर देवीधाम में प्रतिदिन सैकड़ों श्रद्धालु आते हैं, लेकिन उन्हें ट्रेन व निजी वाहनों का सहारा लेना पड़ता है। नगरवासी विकास सैनी, अनिल लाल व संतोष जायसवाल ने बताया कि तुलसीपुर में शक्तिपीठ देवीपाटन मंदिर होने की वजह से यहां प्रतिवर्ष लाखों की संख्या में श्रद्धालु मां पाटेश्वरी की पूजा-अर्चना के लिए आते हैं। 10 साल पहले बस अड्डा बनाए जाने के लिए शासन ने स्वीकृति दी थी, लेकिन प्रशासन की उदासीनता के कारण रोडवेज बस अड्डा की जमीन अभी तक नहीं मिल सकी है। (564, 1058, 744, 1277)
body-text: बलरामपुर, अमृत विचार। विकास भवन स्थित इंडियन बैंक द्वारा ग्रामीण स्वरोजगार प्रशिक्षण संस्थान के अंतर्गत 35 लोगों को फास्ट फूड का 10 दिवसीय प्रशिक्षण ब्लाक उतरौला के शेरपुरतिर में शुरू किया गया। प्रशिक्षण समाप्त होने पर बाहरी टीम द्वारा मूल्यांकन करने पर प्रमाण पत्र प्रदान किया जाएगा। आरसेटी निदेशक पंकज वर्मा ने बताया कि 57 लोगों ने आवेदन किए थे। 35 का चयन किया गया था। प्रशिक्षण प्राप्त करने वालों को मुख्यमंत्री युवा उद्यमी विकास योजना के तहत कारोबार के लिए पांच लाख तक का लोन चार वर्ष तक बिना ब्याज मिलेगा। इस मौके पर इंद्रेश कुमार वर्मा, अंकेश सिंह व कुलदीप उपस्थित रहे। (946, 179, 1126, 387)
tender-cell-sn: 5 (772, 1616, 811, 1649)
header-cell: अनुमानित लागत (जीएसटी रहित) (लाख में) (1161, 1379, 1232, 1440)
portrait-illustration (287, 1682, 381, 1784)
tender-intro: महामहिम राज्यपाल महोदय उ0प्र0 की ओर से लोक निर्माण विभाग उ0प्र0 में मार्ग हेतु पंजीकृत निविदादाताओं से ई–टेण्डरिंग के माध्यम से नीचे दर्शाये गये कार्य हेतु निविदा आमंत्रित की जाती है। (771, 1339, 1493, 1368)
story-headline-line2: पुस्तिकाओं का मूल्यांकन शुरू (1138, 625, 1506, 665)
signature-line: बलरामपुर (926, 1914, 982, 1933)
byline: महदेईया बाजार, बलरामपुर (392, 1589, 485, 1601)
tender-cell-emd: 6.00 (1232, 1717, 1288, 1751)
photo-cmo-meeting-illustration (192, 1159, 553, 1371)
story-headline-line1: सीएमओ ने की आकांक्षी ब्लॉक (6, 1023, 412, 1066)
signature-line: अधीक्षण अभियन्ता, (1258, 1867, 1373, 1886)
masthead-logo: अमृत विचार (16, 26, 149, 61)
page-date: अयोध्या, बुधवार, 19 मार्च 2025 (1232, 48, 1400, 64)
photo-credit: अमृत विचार (522, 487, 564, 498)
body-text: पर कोई ध्यान नहीं दिया जा रहा है, जिससे विद्यालय में कार्यरत शिक्षकों, कर्मचारियों और अन्य संबंधित लोगों को असुविधा का सामना करना पड़ रहा है। विद्यालय प्रशासन ने नगर पालिका परिषद से जल्द से जल्द वॉटर कूलर की मरम्मत कराने की मांग की है, ताकि मूल्यांकन कार्य में लगे शिक्षकों को किसी प्रकार की परेशानी न हो। (1327, 361, 1506, 479)
masthead (16, 19, 1496, 87)
tender-cell-fee: 2600.00 (1288, 1514, 1367, 1548)
col-number: 2 (811, 1440, 898, 1459)
tender-cell-work: सुस्ता सम्पर्क मार्ग के विशेष मरम्मत का कार्य (898, 1480, 1161, 1514)
tender-cell-cost: 99.45 (1161, 1582, 1232, 1616)
header-cell: कार्य पूर्ण करने की अवधि (वर्षा ऋतु सहित) (1367, 1379, 1430, 1440)
photo-lamp-lighting-illustration (194, 301, 564, 483)
tender-cell-class: ए.बी.सी (1430, 1670, 1493, 1717)
ek-nazar-item (6, 534, 182, 721)
tender-cell-period: 5 माह (1367, 1548, 1430, 1582)
